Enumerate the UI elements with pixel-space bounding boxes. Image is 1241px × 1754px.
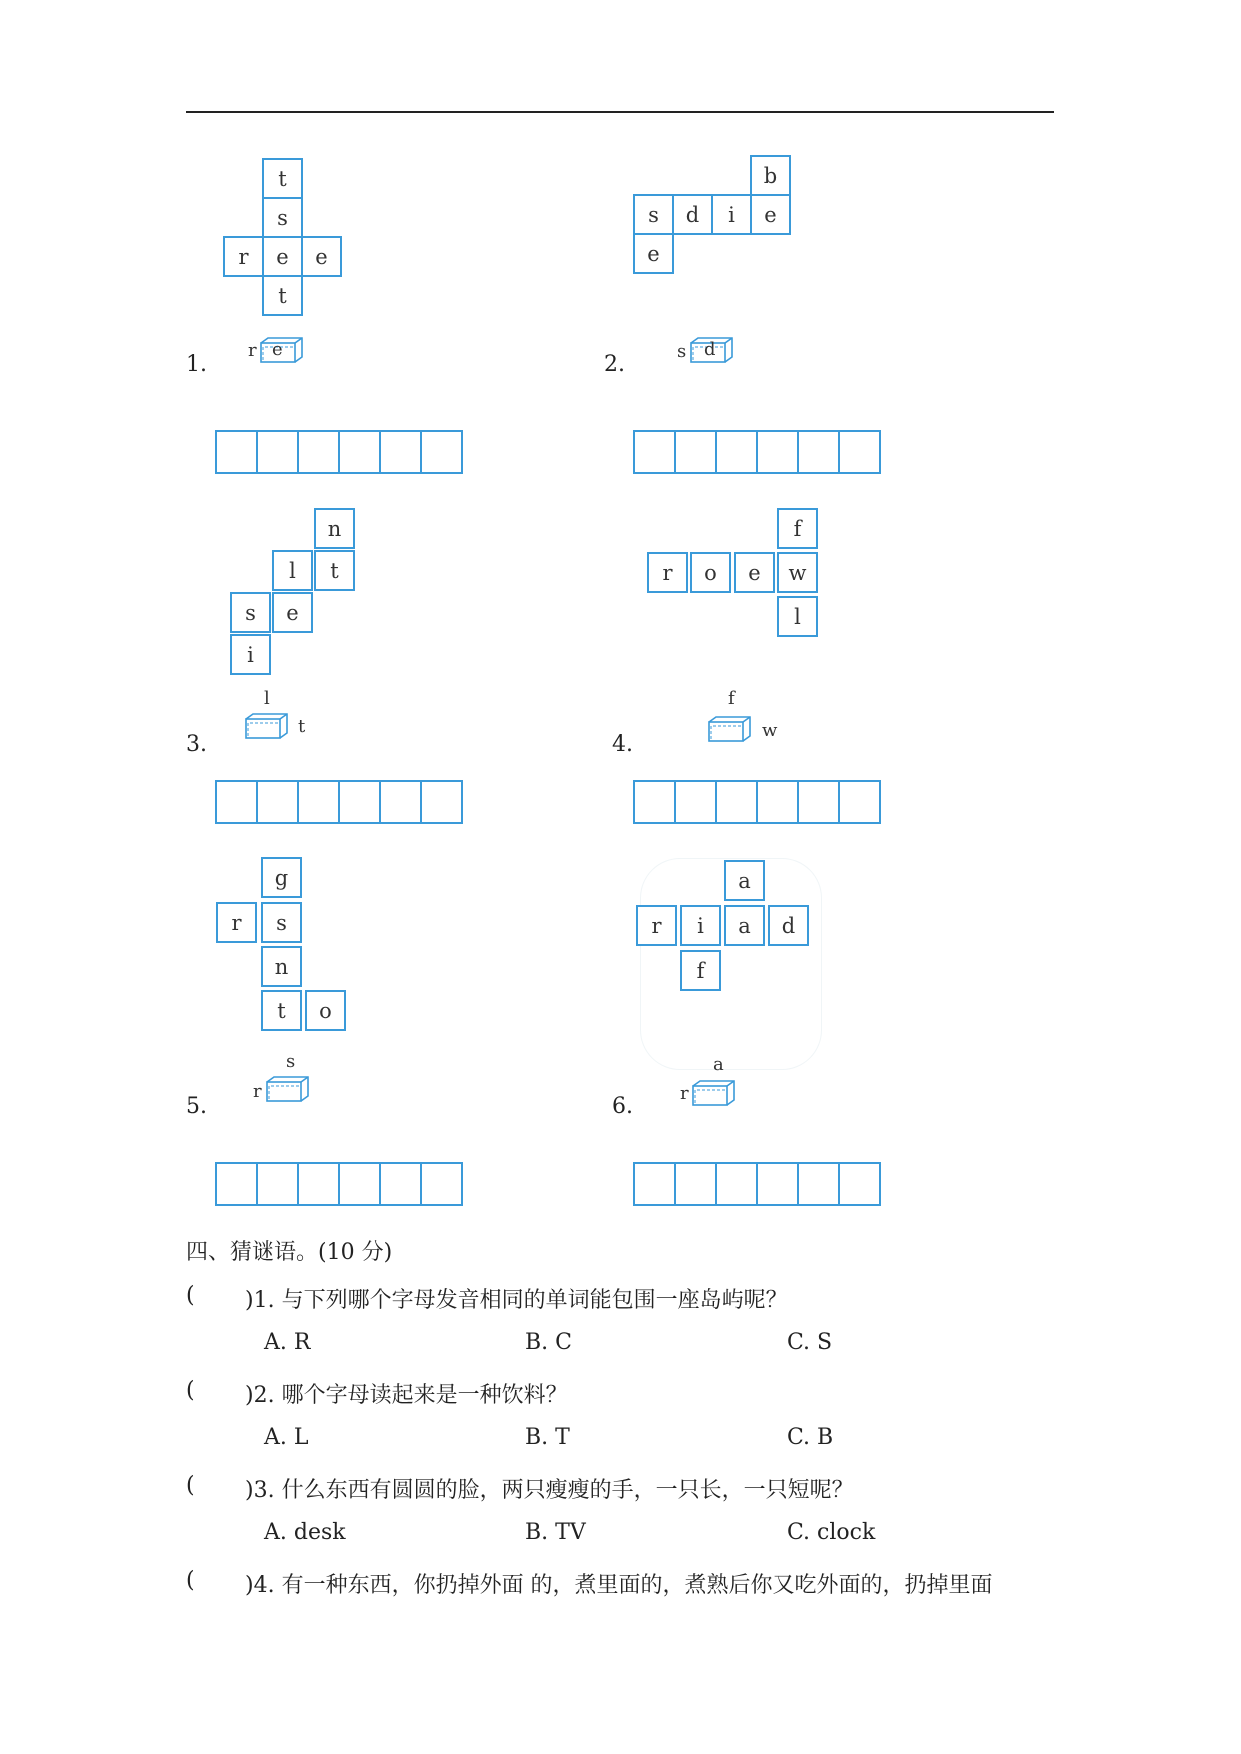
puzzle-number: 6.: [612, 1094, 633, 1119]
answer-slot[interactable]: [379, 1162, 422, 1206]
answer-slot[interactable]: [420, 780, 463, 824]
answer-slot[interactable]: [715, 780, 758, 824]
answer-boxes[interactable]: [215, 1162, 461, 1206]
answer-slot[interactable]: [715, 430, 758, 474]
puzzle-number: 2.: [604, 352, 625, 377]
answer-boxes[interactable]: [215, 430, 461, 474]
letter-cell: n: [314, 508, 355, 549]
answer-slot[interactable]: [838, 430, 881, 474]
box-hint: t: [298, 716, 306, 737]
answer-slot[interactable]: [256, 780, 299, 824]
puzzle-number: 3.: [186, 732, 207, 757]
answer-paren[interactable]: (: [186, 1473, 195, 1498]
box-hint: a: [713, 1054, 724, 1075]
question-text: )4. 有一种东西，你扔掉外面 的，煮里面的，煮熟后你又吃外面的，扔掉里面: [245, 1573, 993, 1598]
answer-slot[interactable]: [838, 1162, 881, 1206]
answer-slot[interactable]: [338, 780, 381, 824]
box-hint: l: [264, 688, 270, 709]
puzzle-number: 1.: [186, 352, 207, 377]
answer-slot[interactable]: [838, 780, 881, 824]
answer-slot[interactable]: [633, 430, 676, 474]
letter-cell: w: [777, 552, 818, 593]
question-text: )3. 什么东西有圆圆的脸，两只瘦瘦的手，一只长，一只短呢？: [245, 1478, 854, 1503]
letter-cell: r: [636, 905, 677, 946]
cuboid-icon: [708, 716, 752, 742]
answer-paren[interactable]: (: [186, 1283, 195, 1308]
box-hint: r: [248, 340, 257, 361]
answer-slot[interactable]: [256, 430, 299, 474]
answer-boxes[interactable]: [633, 780, 879, 824]
answer-slot[interactable]: [420, 1162, 463, 1206]
letter-cell: t: [262, 158, 303, 199]
letter-cell: a: [724, 860, 765, 901]
box-hint: r: [253, 1081, 262, 1102]
question-text: )1. 与下列哪个字母发音相同的单词能包围一座岛屿呢？: [245, 1288, 788, 1313]
letter-cell: e: [262, 236, 303, 277]
letter-cell: s: [230, 592, 271, 633]
answer-slot[interactable]: [674, 430, 717, 474]
answer-slot[interactable]: [674, 1162, 717, 1206]
letter-cell: r: [216, 902, 257, 943]
answer-slot[interactable]: [715, 1162, 758, 1206]
letter-cell: i: [230, 634, 271, 675]
option-a[interactable]: A. desk: [264, 1520, 346, 1545]
letter-cell: o: [305, 990, 346, 1031]
letter-cell: i: [711, 194, 752, 235]
letter-cell: e: [301, 236, 342, 277]
letter-cell: b: [750, 155, 791, 196]
answer-slot[interactable]: [338, 1162, 381, 1206]
letter-cell: d: [672, 194, 713, 235]
letter-cell: t: [262, 275, 303, 316]
letter-cell: d: [768, 905, 809, 946]
answer-slot[interactable]: [338, 430, 381, 474]
letter-cell: e: [750, 194, 791, 235]
answer-boxes[interactable]: [633, 1162, 879, 1206]
question-text: )2. 哪个字母读起来是一种饮料？: [245, 1383, 568, 1408]
answer-slot[interactable]: [215, 780, 258, 824]
section-title: 四、猜谜语。(10 分): [186, 1240, 393, 1265]
answer-slot[interactable]: [215, 1162, 258, 1206]
answer-slot[interactable]: [379, 430, 422, 474]
answer-boxes[interactable]: [633, 430, 879, 474]
letter-cell: t: [314, 550, 355, 591]
letter-cell: o: [690, 552, 731, 593]
answer-slot[interactable]: [215, 430, 258, 474]
answer-slot[interactable]: [297, 430, 340, 474]
answer-paren[interactable]: (: [186, 1568, 195, 1593]
answer-slot[interactable]: [756, 1162, 799, 1206]
letter-cell: t: [261, 990, 302, 1031]
answer-slot[interactable]: [633, 780, 676, 824]
answer-slot[interactable]: [756, 780, 799, 824]
answer-slot[interactable]: [797, 780, 840, 824]
option-b[interactable]: B. TV: [525, 1520, 586, 1545]
option-a[interactable]: A. L: [264, 1425, 309, 1450]
answer-slot[interactable]: [797, 1162, 840, 1206]
answer-slot[interactable]: [633, 1162, 676, 1206]
answer-slot[interactable]: [297, 780, 340, 824]
letter-cell: f: [680, 950, 721, 991]
box-hint: f: [728, 688, 735, 709]
letter-cell: i: [680, 905, 721, 946]
answer-slot[interactable]: [379, 780, 422, 824]
header-rule: [186, 111, 1054, 113]
answer-slot[interactable]: [797, 430, 840, 474]
letter-cell: s: [633, 194, 674, 235]
letter-cell: e: [272, 592, 313, 633]
option-c[interactable]: C. clock: [787, 1520, 876, 1545]
cuboid-icon: [245, 713, 289, 739]
box-hint: r: [680, 1083, 689, 1104]
option-b[interactable]: B. C: [525, 1330, 572, 1355]
option-c[interactable]: C. S: [787, 1330, 833, 1355]
answer-slot[interactable]: [256, 1162, 299, 1206]
letter-cell: l: [272, 550, 313, 591]
letter-cell: n: [261, 946, 302, 987]
letter-cell: r: [223, 236, 264, 277]
answer-slot[interactable]: [420, 430, 463, 474]
letter-cell: f: [777, 508, 818, 549]
letter-cell: l: [777, 596, 818, 637]
puzzle-number: 4.: [612, 732, 633, 757]
puzzle-number: 5.: [186, 1094, 207, 1119]
letter-cell: s: [262, 197, 303, 238]
answer-boxes[interactable]: [215, 780, 461, 824]
box-hint: s: [286, 1051, 296, 1072]
answer-slot[interactable]: [756, 430, 799, 474]
option-a[interactable]: A. R: [264, 1330, 311, 1355]
cuboid-icon: [692, 1080, 736, 1106]
option-b[interactable]: B. T: [525, 1425, 570, 1450]
box-hint: s: [677, 341, 687, 362]
answer-slot[interactable]: [674, 780, 717, 824]
answer-paren[interactable]: (: [186, 1378, 195, 1403]
option-c[interactable]: C. B: [787, 1425, 834, 1450]
letter-cell: e: [734, 552, 775, 593]
answer-slot[interactable]: [297, 1162, 340, 1206]
box-hint: e: [272, 339, 283, 360]
cuboid-icon: [266, 1076, 310, 1102]
letter-cell: s: [261, 902, 302, 943]
letter-cell: a: [724, 905, 765, 946]
letter-cell: g: [261, 857, 302, 898]
box-hint: d: [704, 339, 716, 360]
letter-cell: e: [633, 233, 674, 274]
letter-cell: r: [647, 552, 688, 593]
box-hint: w: [762, 720, 778, 741]
